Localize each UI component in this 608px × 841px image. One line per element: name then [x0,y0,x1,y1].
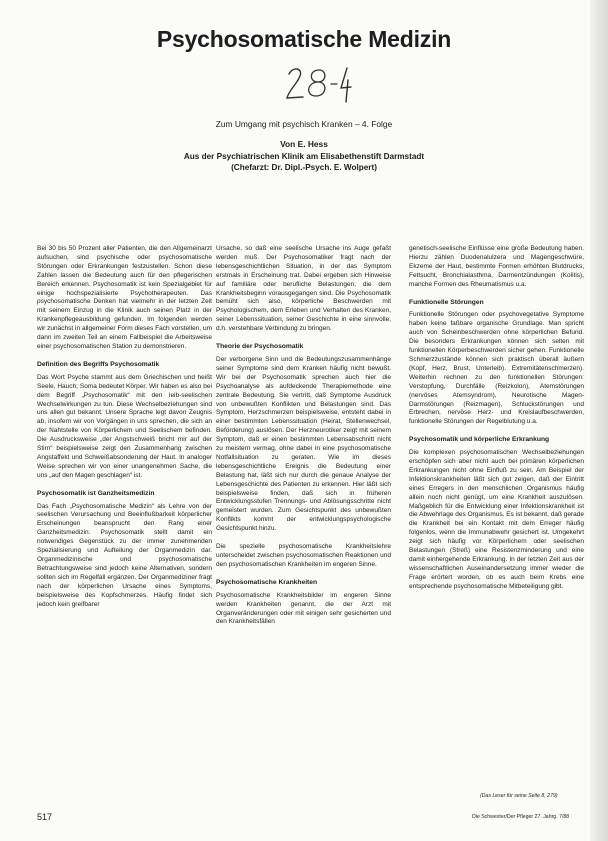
body-paragraph: Funktionelle Störungen oder psychovegetative Symptome haben keine faßbare organische Grundlage. Man spricht auch von Scheinbeschwerden ohne körperlichen Befund. Die besonders Erkrankungen können sich selten mit funktionellen Körperbeschwerden sicher gehen. Funktionelle Schmerzzustände können sich praktisch überall äußern (Kopf, Herz, Brust, Unterleib). Extremitätenschmerzen). Weiterhin rechnen zu den funktionellen Störungen: Verstopfung, Durchfälle (Reizkolon), Atemstörungen (nervöses Atemsyndrom), Neurotische Magen-Darmstörungen (Reizmagen), Schluckstörungen und Erbrechen, nervöse Herz- und Kreislaufbeschwerden, funktionelle Störungen der Regelblutung u.a. [409,311,584,426]
body-paragraph: Der verborgene Sinn und die Bedeutungszusammenhänge seiner Symptome sind dem Kranken häufig nicht bewußt. Wir bei der Psychosomatik sprechen auch hier die Psychoanalyse als aufdeckende Therapiemethode eine zentrale Bedeutung. Sie vertritt, daß Symptome Ausdruck von unbewußten Konflikten und Belastungen sind. Das Symptom, Herzschmerzen beispielsweise, entsteht dabei in einer bestimmten Lebenssituation (Heirat, Stellenwechsel, Beförderung) auslösen. Der Herzneurotiker zeigt mit seinem Symptom, daß er einen bestimmten Lebensabschnitt nicht zu meistern vermag, ohne dabei in eine psychosomatische Notfallsituation zu geraten. Wie im dieses lebensgeschichtliche Ereignis die Bedeutung einer Belastung hat, läßt sich nur durch die genaue Analyse der Lebensgeschichte des Patienten zu erkennen. Hier läßt sich beispielsweise finden, daß sich in früheren Entwicklungsstufen Trennungs- und Ablösungsschritte nicht gemeistert wurden. Zum Gesichtspunkt des unbewußten Konflikts kommt der entwicklungspsychologische Gesichtspunkt hinzu. [216,355,391,533]
continuation-note: (Das Leser für seine Seite 8, 279) [480,793,558,799]
body-paragraph: Psychosomatische Krankheitsbilder im engeren Sinne werden Krankheiten genannt, die der Arzt mit Organveränderungen oder mit einigen sehr gesicherten und den Krankheitsfällen [216,591,391,626]
text-column-2 [216,245,391,840]
section-heading: Psychosomatische Krankheiten [216,578,318,586]
body-paragraph: Die spezielle psychosomatische Krankheitslehre unterscheidet zwischen psychosomatischen Reaktionen und den psychosomatischen Krankheiten im engeren Sinne. [216,543,391,568]
section-heading: Funktionelle Störungen [409,298,484,306]
text-column-1 [37,245,212,823]
article-author: Von E. Hess [280,139,328,149]
handwritten-page-note [283,62,353,106]
body-paragraph: genetisch-seelische Einflüsse eine große Bedeutung haben. Hierzu zählen Duodenalulzera und Magengeschwüre, Ekzeme der Haut, bestimmte Formen erhöhten Blutdrucks, Fettsucht, Bronchialasthma, Darmentzündungen (Kolitis), manche Formen des Rheumatismus u.a. [409,245,584,288]
article-subtitle: Zum Umgang mit psychisch Kranken – 4. Folge [215,119,393,129]
body-paragraph: Das Wort Psyche stammt aus dem Griechischen und heißt Seele, Hauch; Soma bedeutet Körper. Wir haben es also bei dem Begriff „Psychosomatik“ mit den leib-seelischen Wechselwirkungen zu tun. Diese Wechselbeziehungen sind uns allen gut bekannt. Unsere Sprache legt davon Zeugnis ab, insofern wir von Vorgängen in uns sprechen, die sich an der Nahtstelle von Körperlichem und Seelischem befinden. Die Ausdrucksweise „der Angstschweiß bricht mir auf der Stirn“ beispielsweise zeigt den Zusammenhang zwischen Angstaffekt und Schweißabsonderung der Haut. In analoger Weise sprechen wir von einer unangenehmen Sache, die uns „auf den Magen geschlagen“ ist. [37,373,212,479]
section-heading: Definition des Begriffs Psychosomatik [37,360,160,368]
section-heading: Psychosomatik ist Ganzheitsmedizin [37,489,155,497]
body-paragraph: Die komplexen psychosomatischen Wechselbeziehungen erschöpfen sich aber nicht auch bei primären körperlichen Erkrankungen nicht ohne Einfluß zu sein. Am Beispiel der Infektionskrankheiten läßt sich gut zeigen, daß der Eintritt eines Erregers in den menschlichen Organismus häufig allein noch nicht genügt, um eine Krankheit auszulösen. Maßgeblich für die Entwicklung einer Infektionskrankheit ist die Abwehrlage des Organismus. Es ist bekannt, daß gerade die Krankheit bei ein Kontakt mit dem Erreger häufig folgenlos, wenn die Immunabwehr gesichert ist. Umgekehrt zeigt sich häufig vor Körperlichem oder seelischen Belastungen (Streß) eine Resistenzminderung und eine damit einhergehende Erkrankung. In der letzten Zeit aus der wissenschaftlichen Auseinandersetzung immer wieder die Frage erörtert worden, ob es auch beim Krebs eine entsprechende psychosomatische Mitbeteiligung gibt. [409,449,584,590]
author-affiliation [0,152,608,173]
journal-reference: Die Schwester/Der Pfleger 27. Jahrg. 7/88 [472,814,570,820]
section-heading: Psychosomatik und körperliche Erkrankung [409,436,550,444]
body-paragraph: Das Fach „Psychosomatische Medizin“ als Lehre von der seelischen Verursachung und Beeinflußbarkeit körperlicher Erscheinungen beansprucht den Rang einer Ganzheitsmedizin. Psychosomatik stellt damit ein notwendiges Gegenstück zu der immer zunehmenden Spezialisierung und Aufteilung der Organmedizin dar. Organmedizinische und psychosomatische Betrachtungsweise sind jedoch keine Alternativen, sondern sollten sich im Regelfall ergänzen. Der Organmediziner fragt nach der körperlichen Ursache eines Symptoms, beispielsweise des Kopfschmerzes. Häufig findet sich jedoch kein greifbarer [37,502,212,608]
handwritten-page-number: 517 [37,812,53,822]
section-heading: Theorie der Psychosomatik [216,343,304,351]
intro-paragraph: Bei 30 bis 50 Prozent aller Patienten, die den Allgemeinarzt aufsuchen, sind psychische oder psychosomatische Störungen oder Erkrankungen festzustellen. Schon diese Zahlen lassen die Bedeutung auch für den pflegerischen Bereich erkennen. Psychosomatik ist kein Spezialgebiet für einige hochspezialisierte Psychotherapeuten. Das psychosomatische Denken hat vielmehr in der letzten Zeit mit seinem Einzug in die Klinik auch seinen Platz in der Krankenpflegeausbildung gefunden. Im folgenden werden wir zunächst in allgemeiner Form dieses Fach vorstellen, um dann im zweiten Teil an einem Fallbeispiel die Arbeitsweise einer psychosomatischen Station zu demonstrieren. [37,245,212,350]
body-paragraph: Ursache, so daß eine seelische Ursache ins Auge gefaßt werden muß. Der Psychosomatiker fragt nach der lebensgeschichtlichen Situation, in der das Symptom erstmals in Erscheinung trat. Dabei ergeben sich Hinweise auf familiäre oder berufliche Belastungen, die dem Krankheitsbeginn vorausgegangen sind. Die Psychosomatik bemüht sich also, körperliche Beschwerden mit Psychologischem, dem Erleben und Verhalten des Kranken, seiner Lebenssituation, seiner Geschichte in eine sinnvolle, d.h. verstehbare Verbindung zu bringen. [216,245,391,333]
affiliation-line: Aus der Psychiatrischen Klinik am Elisabethenstift Darmstadt [183,152,425,161]
text-column-3 [409,245,584,790]
affiliation-chief: (Chefarzt: Dr. Dipl.-Psych. E. Wolpert) [231,162,377,172]
page-title: Psychosomatische Medizin [156,26,452,52]
